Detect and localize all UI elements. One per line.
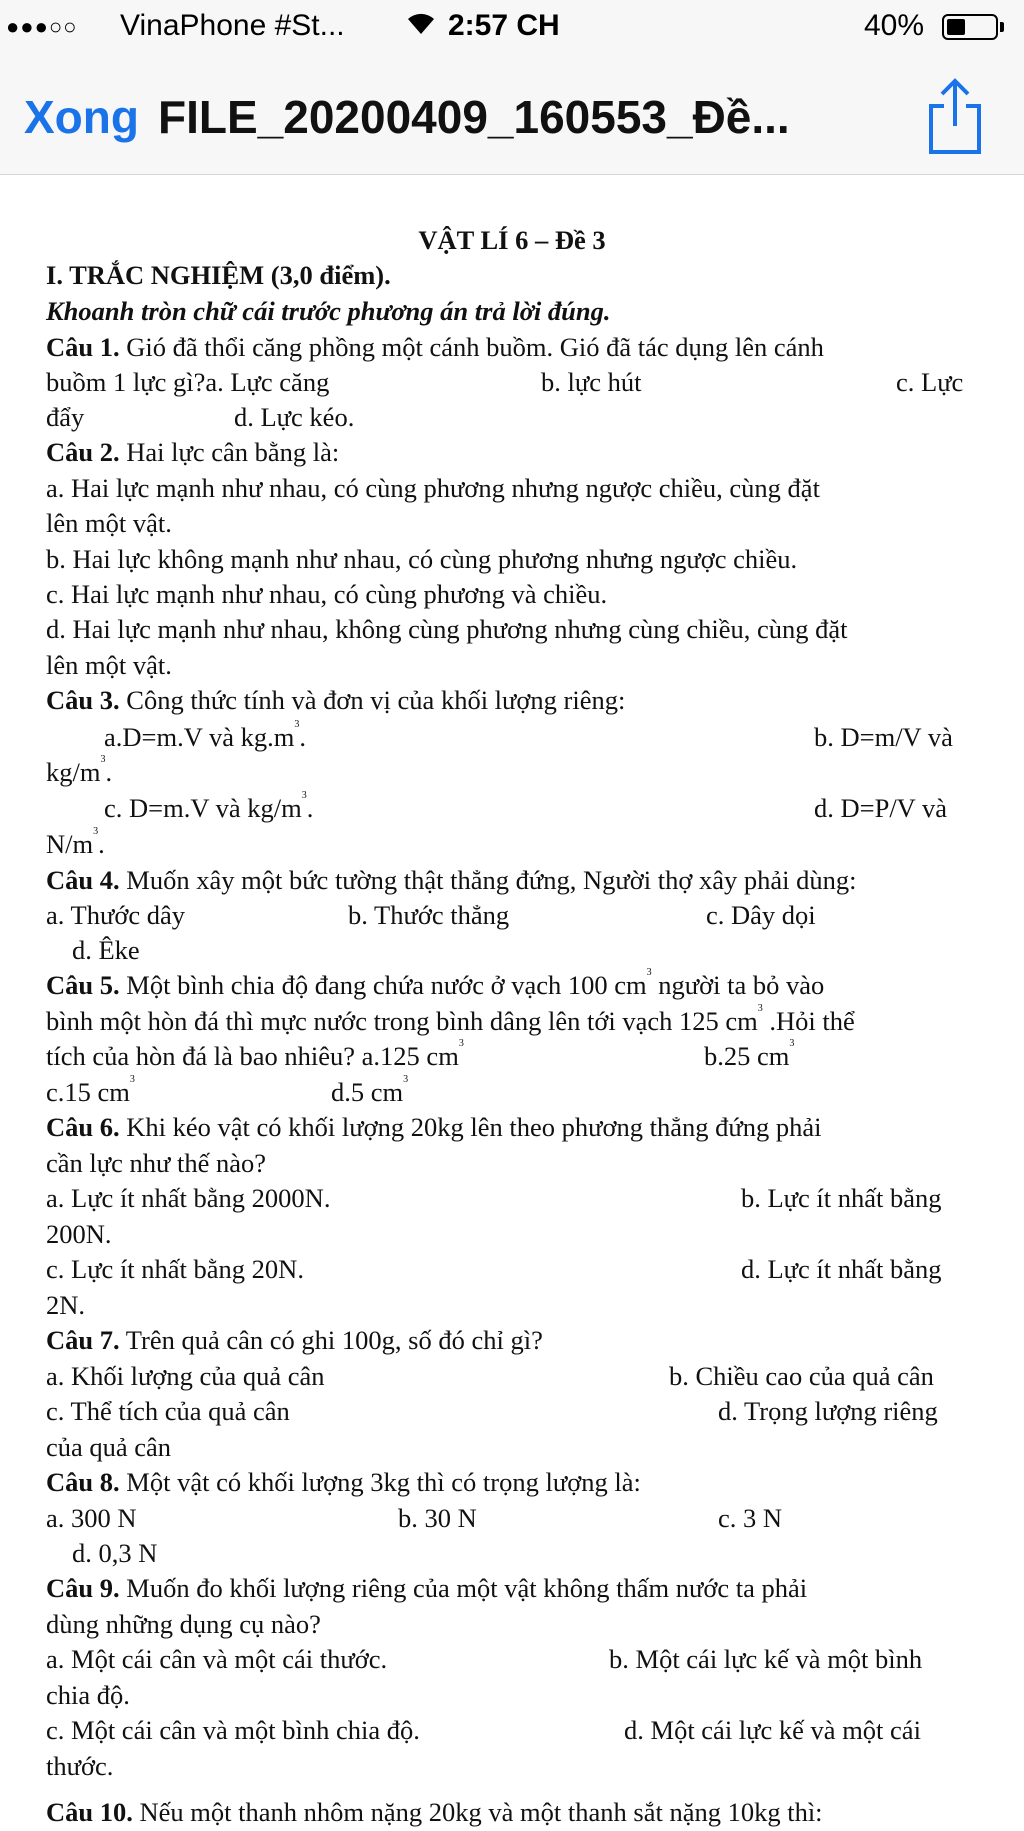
question-2-option-a-cont: lên một vật.	[46, 508, 172, 538]
share-icon[interactable]	[922, 76, 988, 158]
question-4: Câu 4. Muốn xây một bức tường thật thẳng đứng, Người thợ xây phải dùng:	[46, 865, 857, 895]
doc-title: VẬT LÍ 6 – Đề 3	[418, 225, 606, 255]
file-title: FILE_20200409_160553_Đề...	[158, 91, 790, 143]
clock: 2:57 CH	[448, 9, 560, 42]
question-3-option-b-cont: $kg/m^3$.	[46, 754, 113, 787]
question-6-option-d-cont: 2N.	[46, 1290, 86, 1320]
question-3-option-d-cont: $N/m^3$.	[46, 826, 105, 859]
question-6: Câu 6. Khi kéo vật có khối lượng 20kg lên theo phương thẳng đứng phải	[46, 1112, 822, 1142]
question-2-option-b: b. Hai lực không mạnh như nhau, có cùng phương nhưng ngược chiều.	[46, 544, 798, 574]
question-7: Câu 7. Trên quả cân có ghi 100g, số đó chỉ gì?	[46, 1325, 543, 1355]
question-9-option-d-cont: thước.	[46, 1751, 114, 1781]
question-6-cont: cần lực như thế nào?	[46, 1148, 267, 1178]
done-button[interactable]: Xong	[24, 91, 139, 143]
question-7-option-d-cont: của quả cân	[46, 1432, 172, 1462]
question-10: Câu 10. Nếu một thanh nhôm nặng 20kg và một thanh sắt nặng 10kg thì:	[46, 1797, 823, 1827]
question-5-cont: bình một hòn đá thì mực nước trong bình dâng lên tới vạch 125 $cm^3$ .Hỏi thể	[46, 1003, 855, 1036]
question-2-option-a: a. Hai lực mạnh như nhau, có cùng phương nhưng ngược chiều, cùng đặt	[46, 473, 820, 503]
battery-icon	[942, 14, 998, 40]
status-bar	[0, 0, 1024, 56]
question-2-option-d: d. Hai lực mạnh như nhau, không cùng phương nhưng cùng chiều, cùng đặt	[46, 614, 848, 644]
question-3: Câu 3. Công thức tính và đơn vị của khối lượng riêng:	[46, 685, 626, 715]
instruction: Khoanh tròn chữ cái trước phương án trả lời đúng.	[46, 296, 611, 326]
question-2-option-d-cont: lên một vật.	[46, 650, 172, 680]
battery-percent: 40%	[864, 9, 925, 42]
question-1: Câu 1. Gió đã thổi căng phồng một cánh buồm. Gió đã tác dụng lên cánh	[46, 332, 824, 362]
question-2: Câu 2. Hai lực cân bằng là:	[46, 437, 340, 467]
question-9-option-b-cont: chia độ.	[46, 1680, 130, 1710]
question-5: Câu 5. Một bình chia độ đang chứa nước ở vạch 100 $cm^3$ người ta bỏ vào	[46, 967, 825, 1000]
document-page: VẬT LÍ 6 – Đề 3 I. TRẮC NGHIỆM (3,0 điểm). Khoanh tròn chữ cái trước phương án trả lời đúng. Câu 1. Gió đã thổi căng phồng một cánh buồm. Gió đã tác dụng lên cánh buồm 1 lực gì?a. Lực căng b. lực hút c. Lực đẩy d. Lực kéo. Câu 2. Hai lực cân bằng là: a. Hai lực mạnh như nhau, có cùng phương nhưng ngược chiều, cùng đặt lên một vật. b. Hai lực không mạnh như nhau, có cùng phương nhưng ngược chiều. c. Hai lực mạnh như nhau, có cùng phương và chiều. d. Hai lực mạnh như nhau, không cùng phương nhưng cùng chiều, cùng đặt lên một vật. Câu 3. Công thức tính và đơn vị của khối lượng riêng: a.D=m.V và $kg.m^3$. b. D=m/V và $kg/m^3$. c. D=m.V và $kg/m^3$. d. D=P/V và $N/m^3$. Câu 4. Muốn xây một bức tường thật thẳng đứng, Người thợ xây phải dùng: a. Thước dây b. Thước thẳng c. Dây dọi d. Êke Câu 5. Một bình chia độ đang chứa nước ở vạch 100 $cm^3$ người ta bỏ vào bình một hòn đá thì mực nước trong bình dâng lên tới vạch 125 $cm^3$ .Hỏi thể tích của hòn đá là bao nhiêu? a.125 $cm^3$ b.25 $cm^3$ c.15 $cm^3$ d.5 $cm^3$ Câu 6. Khi kéo vật có khối lượng 20kg lên theo phương thẳng đứng phải cần lực như thế nào? a. Lực ít nhất bằng 2000N. b. Lực ít nhất bằng 200N. c. Lực ít nhất bằng 20N. d. Lực ít nhất bằng 2N. Câu 7. Trên quả cân có ghi 100g, số đó chỉ gì? a. Khối lượng của quả cân b. Chiều cao của quả cân c. Thể tích của quả cân d. Trọng lượng riêng của quả cân Câu 8. Một vật có khối lượng 3kg thì có trọng lượng là: a. 300 N b. 30 N c. 3 N d. 0,3 N Câu 9. Muốn đo khối lượng riêng của một vật không thấm nước ta phải dùng những dụng cụ nào? a. Một cái cân và một cái thước. b. Một cái lực kế và một bình chia độ. c. Một cái cân và một bình chia độ. d. Một cái lực kế và một cái thước. Câu 10. Nếu một thanh nhôm nặng 20kg và một thanh sắt nặng 10kg thì:	[0, 175, 1024, 1820]
question-2-option-c: c. Hai lực mạnh như nhau, có cùng phương và chiều.	[46, 579, 608, 609]
section-heading: I. TRẮC NGHIỆM (3,0 điểm).	[46, 260, 391, 290]
question-6-option-b-cont: 200N.	[46, 1219, 112, 1249]
signal-strength-icon: ●●●○○	[6, 14, 78, 39]
question-9-cont: dùng những dụng cụ nào?	[46, 1609, 321, 1639]
battery-level	[947, 19, 965, 35]
wifi-icon	[406, 8, 436, 44]
carrier-name: VinaPhone #St...	[120, 9, 345, 42]
battery-nub	[1000, 22, 1004, 32]
nav-bar	[0, 56, 1024, 175]
question-8: Câu 8. Một vật có khối lượng 3kg thì có trọng lượng là:	[46, 1467, 641, 1497]
question-9: Câu 9. Muốn đo khối lượng riêng của một vật không thấm nước ta phải	[46, 1573, 808, 1603]
